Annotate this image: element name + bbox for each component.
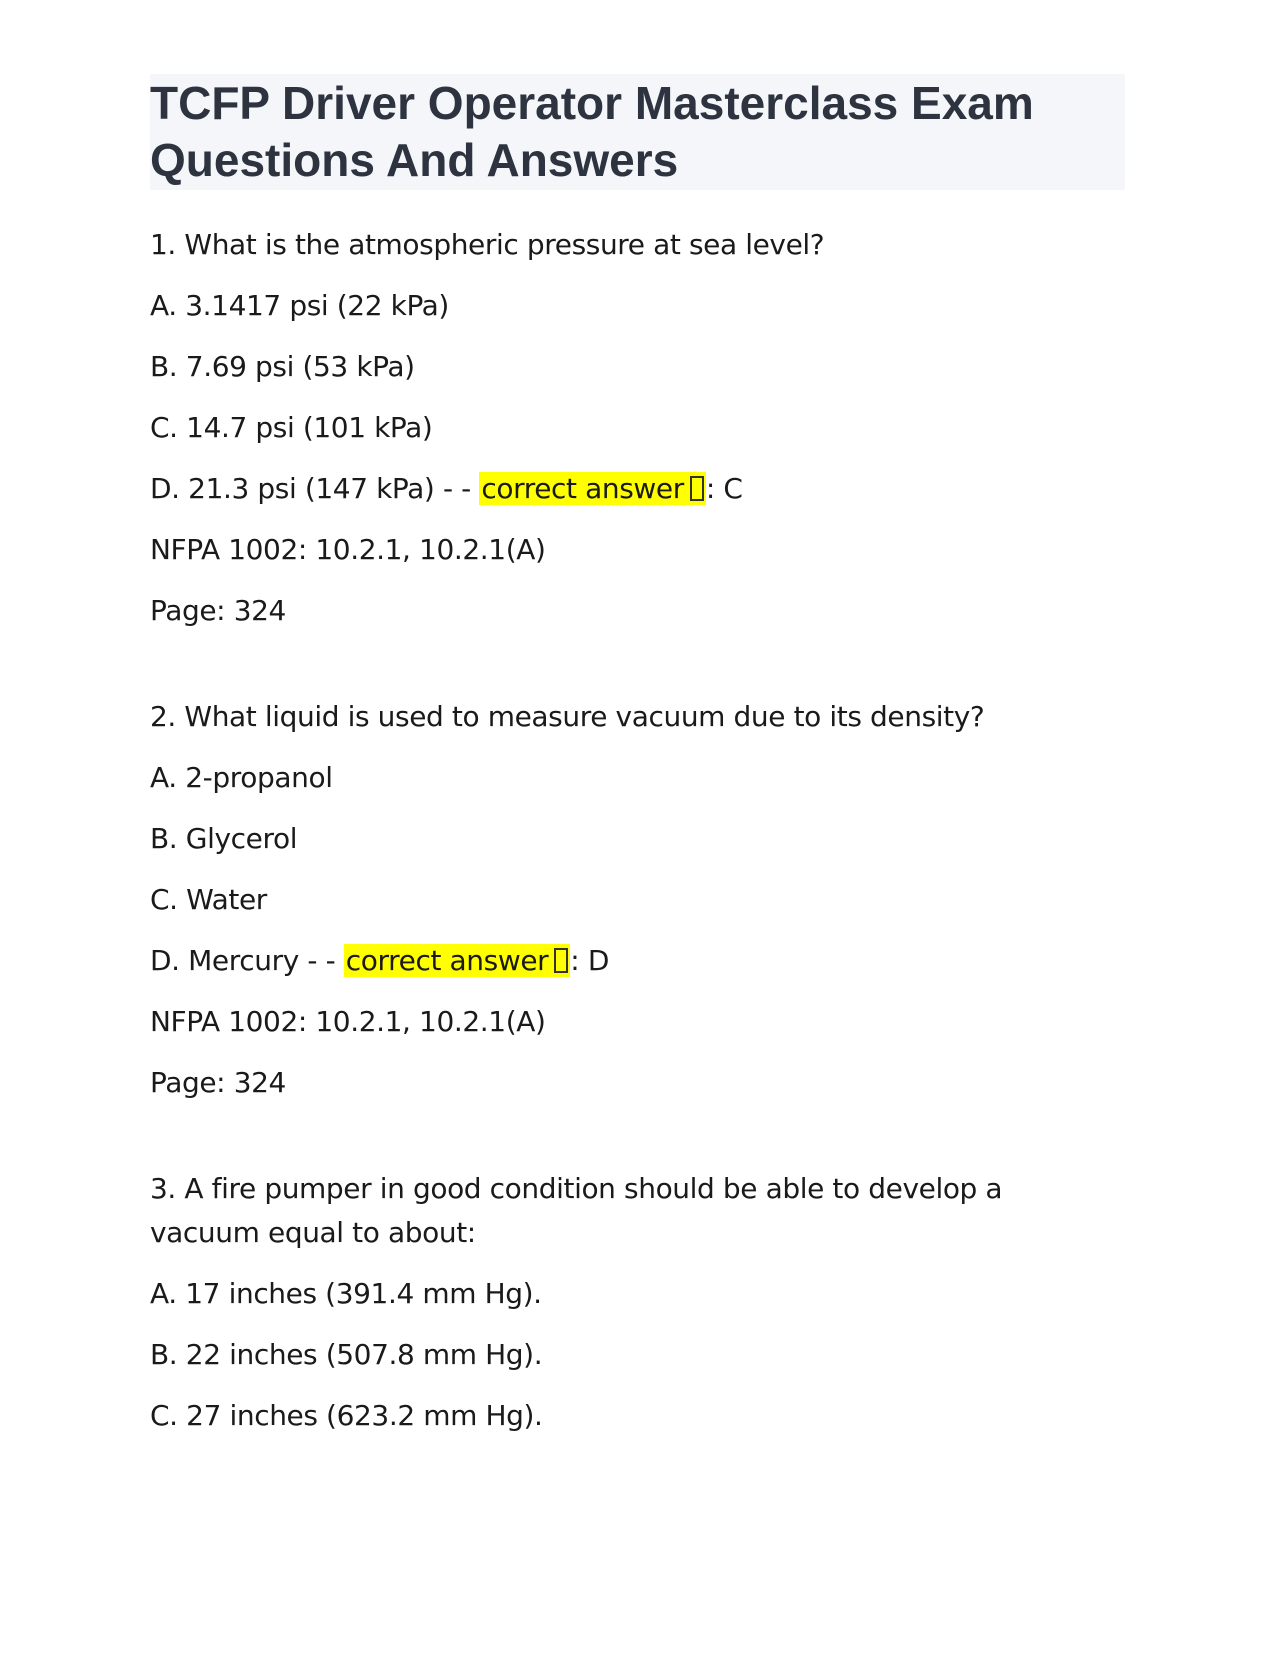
question-text: 2. What liquid is used to measure vacuum due to its density?: [150, 700, 985, 733]
answer-label: correct answer: [345, 944, 549, 977]
page-reference: Page: 324: [150, 1066, 286, 1099]
missing-glyph-box-icon: [690, 476, 704, 501]
question-block-2: [150, 695, 1125, 1105]
option-b: B. 22 inches (507.8 mm Hg).: [150, 1338, 543, 1371]
document-title: TCFP Driver Operator Masterclass Exam Questions And Answers: [150, 74, 1125, 190]
option-a: A. 3.1417 psi (22 kPa): [150, 289, 449, 322]
question-text: 1. What is the atmospheric pressure at sea level?: [150, 228, 825, 261]
option-c: C. Water: [150, 883, 267, 916]
option-d-with-answer: [150, 467, 1125, 511]
option-b: B. Glycerol: [150, 822, 298, 855]
page-reference: Page: 324: [150, 594, 286, 627]
option-c: C. 14.7 psi (101 kPa): [150, 411, 433, 444]
question-block-1: [150, 223, 1125, 633]
answer-highlight: [344, 944, 570, 977]
answer-value: : D: [570, 944, 609, 977]
option-d-with-answer: [150, 939, 1125, 983]
option-d: D. 21.3 psi (147 kPa): [150, 472, 435, 505]
answer-value: : C: [705, 472, 743, 505]
question-block-3: [150, 1167, 1125, 1438]
answer-separator: - -: [298, 944, 344, 977]
option-a: A. 17 inches (391.4 mm Hg).: [150, 1277, 542, 1310]
question-text: 3. A fire pumper in good condition should be able to develop a vacuum equal to about:: [150, 1172, 1003, 1249]
option-b: B. 7.69 psi (53 kPa): [150, 350, 415, 383]
option-c: C. 27 inches (623.2 mm Hg).: [150, 1399, 543, 1432]
option-a: A. 2-propanol: [150, 761, 333, 794]
missing-glyph-box-icon: [554, 948, 568, 973]
answer-highlight: [479, 472, 705, 505]
reference: NFPA 1002: 10.2.1, 10.2.1(A): [150, 1005, 546, 1038]
document-page: [150, 74, 1125, 1455]
answer-label: correct answer: [481, 472, 684, 505]
reference: NFPA 1002: 10.2.1, 10.2.1(A): [150, 533, 546, 566]
option-d: D. Mercury: [150, 944, 299, 977]
answer-separator: - -: [434, 472, 480, 505]
